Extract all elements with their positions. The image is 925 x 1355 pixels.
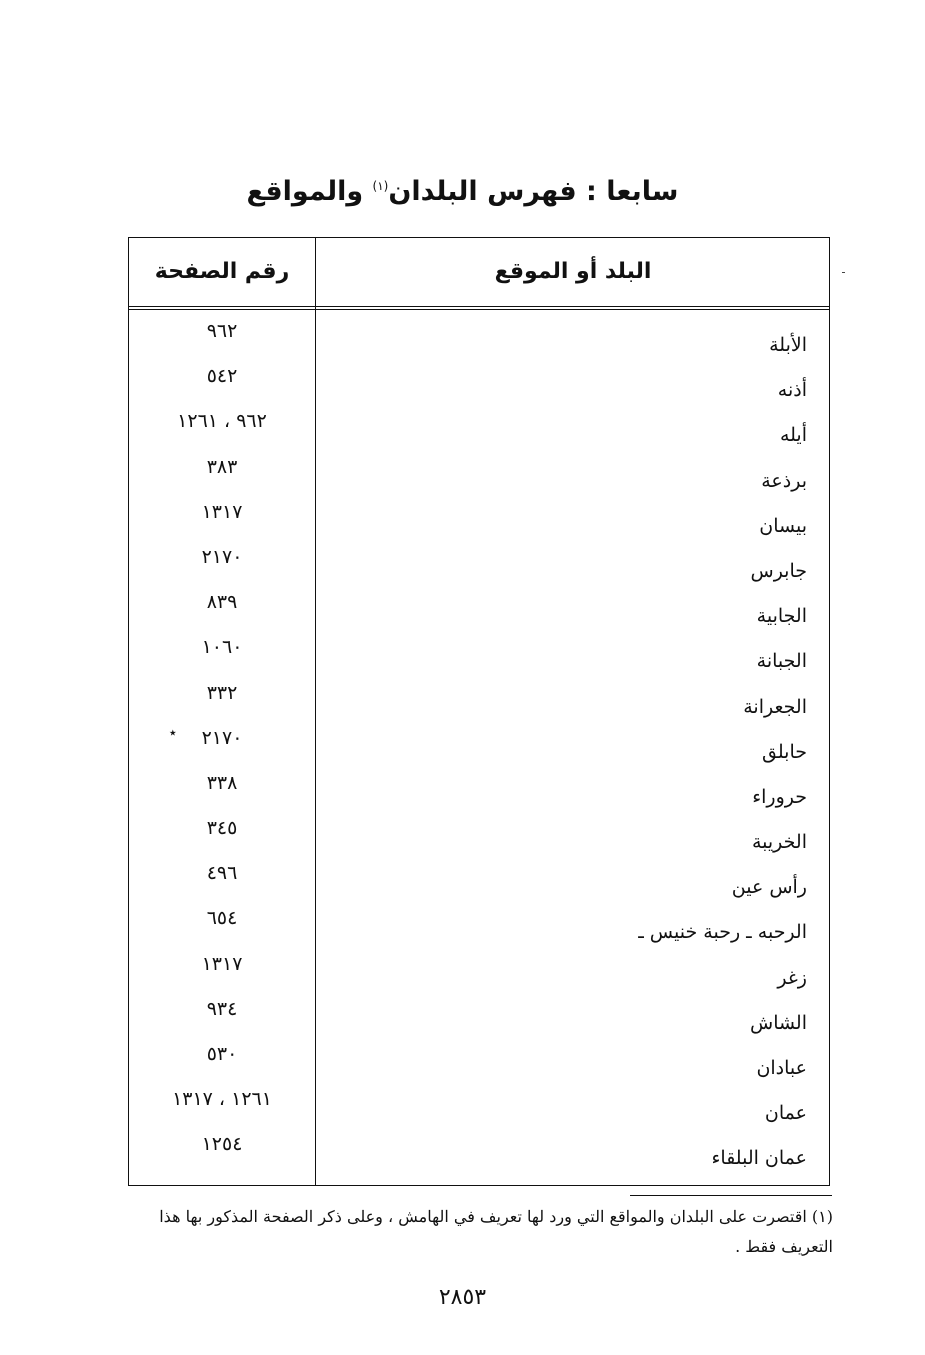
place-name: أذنه	[777, 379, 807, 402]
table-row	[129, 951, 829, 996]
place-name: زغر	[777, 966, 807, 989]
page-reference: ١٣١٧	[201, 500, 243, 523]
table-row	[129, 363, 829, 408]
header-place: البلد أو الموقع	[494, 259, 652, 284]
margin-mark	[842, 272, 845, 273]
table-row	[129, 860, 829, 905]
footnote	[123, 1202, 833, 1262]
table-row	[129, 499, 829, 544]
place-name: عمان	[764, 1102, 807, 1125]
table-row	[129, 589, 829, 634]
page-reference: ٣٣٨	[206, 771, 238, 794]
table-row	[129, 408, 829, 453]
page-reference: ٢١٧٠	[201, 545, 243, 568]
page-reference: ٩٦٢	[206, 320, 238, 342]
place-name: جابرس	[750, 559, 807, 582]
page-reference: ١٠٦٠	[201, 636, 243, 659]
place-name: الخريبة	[751, 831, 807, 854]
place-name: الجبانة	[756, 650, 807, 673]
table-row	[129, 815, 829, 860]
table-row	[129, 770, 829, 815]
table-row	[129, 1086, 829, 1131]
table-row	[129, 996, 829, 1041]
place-name: الجعرانة	[743, 695, 807, 718]
page-reference: ٤٩٦	[206, 862, 238, 885]
place-name: الرحبه ـ رحبة خنيس ـ	[638, 921, 807, 944]
title-footnote-ref: (١)	[372, 179, 389, 193]
table-row	[129, 634, 829, 679]
page-reference: ٨٣٩	[206, 591, 238, 614]
page-reference: ٣٤٥	[206, 817, 238, 840]
page-reference: ١٣١٧	[201, 952, 243, 975]
place-name: حابلق	[762, 740, 807, 763]
page-reference: ١٢٥٤	[201, 1133, 243, 1156]
place-name: الأبلة	[769, 334, 807, 356]
page-reference: ٥٣٠	[206, 1043, 238, 1065]
table-row	[129, 1041, 829, 1086]
place-name: حروراء	[752, 785, 807, 808]
table-row	[129, 544, 829, 589]
place-name: عمان البلقاء	[711, 1147, 807, 1170]
table-row	[129, 318, 829, 363]
place-name: أيله	[779, 424, 807, 447]
table-row	[129, 905, 829, 950]
page-reference: ٥٤٢	[206, 365, 238, 388]
page-number: ٢٨٥٣	[438, 1285, 487, 1310]
place-name: برذعة	[761, 469, 807, 492]
footnote-text: اقتصرت على البلدان والمواقع التي ورد لها تعريف في الهامش ، وعلى ذكر الصفحة المذكور بها هذا التعريف فقط .	[159, 1207, 833, 1256]
margin-symbol: ٭	[169, 724, 177, 741]
header-rule	[129, 306, 829, 310]
page-reference: ٣٣٢	[206, 681, 238, 704]
page-title	[0, 176, 925, 207]
place-name: الجابية	[756, 605, 807, 628]
places-index-table	[128, 237, 830, 1186]
table-row	[129, 680, 829, 725]
page-reference: ١٢٦١ ، ١٣١٧	[172, 1088, 272, 1111]
page-reference: ٢١٧٠	[201, 726, 243, 749]
title-main: سابعا : فهرس البلدان	[388, 176, 679, 207]
place-name: رأس عين	[731, 876, 807, 899]
footnote-marker: (١)	[811, 1207, 833, 1226]
place-name: بيسان	[759, 514, 807, 537]
footnote-rule	[630, 1195, 832, 1196]
title-suffix: والمواقع	[246, 176, 364, 207]
place-name: الشاش	[750, 1011, 807, 1034]
table-row	[129, 454, 829, 499]
place-name: عبادان	[756, 1057, 807, 1079]
page-reference: ٩٣٤	[206, 997, 238, 1020]
page-reference: ٩٦٢ ، ١٢٦١	[177, 410, 267, 433]
table-row	[129, 725, 829, 770]
table-body	[129, 318, 829, 1177]
page-reference: ٣٨٣	[206, 455, 238, 478]
page-reference: ٦٥٤	[206, 907, 238, 930]
table-row	[129, 1131, 829, 1176]
header-page-number: رقم الصفحة	[154, 259, 290, 284]
